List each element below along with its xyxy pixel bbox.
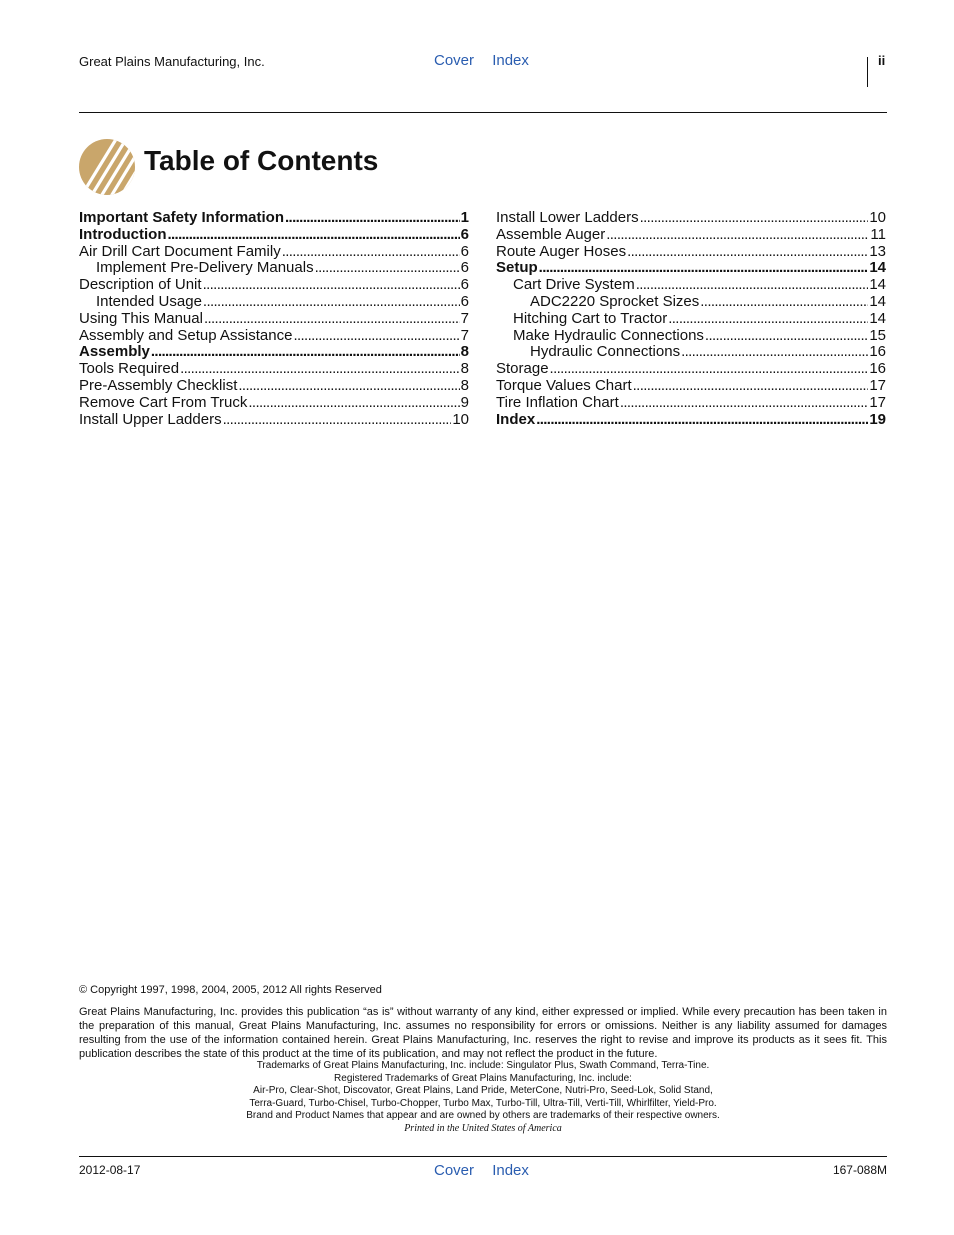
- toc-entry[interactable]: [79, 294, 469, 311]
- toc-entry-page: 14: [869, 292, 886, 310]
- toc-dot-leader: [606, 227, 869, 244]
- toc-entry[interactable]: [496, 277, 886, 294]
- toc-entry[interactable]: [496, 378, 886, 395]
- toc-entry-title: Torque Values Chart: [496, 376, 632, 394]
- toc-entry[interactable]: [79, 412, 469, 429]
- toc-dot-leader: [204, 311, 460, 328]
- toc-entry-page: 8: [460, 360, 469, 378]
- toc-dot-leader: [238, 378, 459, 395]
- toc-entry-title: Cart Drive System: [513, 276, 635, 294]
- toc-entry[interactable]: [79, 244, 469, 261]
- toc-dot-leader: [315, 260, 460, 277]
- toc-entry-title: Setup: [496, 259, 538, 277]
- header-company: Great Plains Manufacturing, Inc.: [79, 54, 265, 69]
- toc-entry[interactable]: [496, 328, 886, 345]
- toc-entry[interactable]: [496, 294, 886, 311]
- trademark-line: Trademarks of Great Plains Manufacturing, Inc. include: Singulator Plus, Swath Command, Terra-Tine.: [256, 1060, 710, 1071]
- toc-dot-leader: [167, 227, 459, 244]
- cover-link[interactable]: Cover: [434, 1162, 475, 1179]
- header-nav: [434, 52, 543, 69]
- toc-entry-page: 9: [460, 393, 469, 411]
- toc-entry[interactable]: [496, 361, 886, 378]
- toc-entry-title: Tools Required: [79, 360, 180, 378]
- printed-notice: Printed in the United States of America: [404, 1122, 562, 1134]
- toc-entry-title: Assemble Auger: [496, 225, 606, 243]
- toc-dot-leader: [151, 344, 460, 361]
- toc-entry-title: Assembly and Setup Assistance: [79, 326, 293, 344]
- toc-entry-page: 16: [869, 360, 886, 378]
- toc-dot-leader: [550, 361, 869, 378]
- toc-dot-leader: [293, 328, 459, 345]
- trademark-line: Air-Pro, Clear-Shot, Discovator, Great Plains, Land Pride, MeterCone, Nutri-Pro, Seed-Lok, Solid Stand,: [253, 1085, 713, 1096]
- trademark-line: Registered Trademarks of Great Plains Manufacturing, Inc. include:: [334, 1072, 632, 1084]
- toc-entry-page: 17: [869, 376, 886, 394]
- toc-entry-page: 1: [460, 209, 469, 226]
- toc-dot-leader: [640, 210, 869, 227]
- toc-entry[interactable]: [496, 210, 886, 227]
- trademark-line: Terra-Guard, Turbo-Chisel, Turbo-Chopper, Turbo Max, Turbo-Till, Ultra-Till, Verti-Till, Whirlfilter, Yield-Pro.: [249, 1097, 717, 1109]
- toc-entry-title: Important Safety Information: [79, 209, 285, 226]
- toc-entry-page: 7: [460, 309, 469, 327]
- toc-entry-page: 6: [460, 225, 469, 243]
- toc-entry-page: 8: [460, 343, 469, 361]
- toc-dot-leader: [705, 328, 868, 345]
- toc-entry-page: 10: [869, 209, 886, 226]
- toc-entry-page: 16: [869, 343, 886, 361]
- toc-entry-page: 17: [869, 393, 886, 411]
- toc-dot-leader: [636, 277, 869, 294]
- toc-dot-leader: [668, 311, 868, 328]
- toc-entry[interactable]: [79, 344, 469, 361]
- toc-entry-title: Pre-Assembly Checklist: [79, 376, 238, 394]
- toc-entry-title: Introduction: [79, 225, 167, 243]
- toc-entry-title: Hydraulic Connections: [530, 343, 681, 361]
- toc-entry-page: 19: [869, 410, 886, 428]
- toc-entry-title: Route Auger Hoses: [496, 242, 627, 260]
- toc-entry-title: Using This Manual: [79, 309, 203, 327]
- index-link[interactable]: Index: [492, 1162, 529, 1179]
- toc-entry-page: 6: [460, 259, 469, 277]
- toc-dot-leader: [223, 412, 452, 429]
- toc-entry[interactable]: [496, 311, 886, 328]
- legal-disclaimer: Great Plains Manufacturing, Inc. provides this publication “as is” without warranty of any kind, either expressed or implied. While every precaution has been taken in the preparation of this manual, Great Plains Manufacturing, Inc. assumes no responsibility for errors or omissions. Neither is any liability assumed for damages resulting from the use of the information contained herein. Great Plains Manufacturing, Inc. reserves the right to revise and improve its products as it sees fit. This publication describes the state of this product at the time of its publication, and may not reflect the product in the future.: [79, 1006, 887, 1060]
- toc-dot-leader: [681, 344, 868, 361]
- toc-dot-leader: [627, 244, 868, 261]
- toc-entry-page: 14: [869, 259, 886, 277]
- footer-doc-number: 167-088M: [832, 1163, 887, 1177]
- toc-dot-leader: [180, 361, 460, 378]
- page-number-divider: [867, 57, 868, 87]
- toc-entry[interactable]: [496, 244, 886, 261]
- toc-entry-page: 10: [452, 410, 469, 428]
- toc-entry-title: Air Drill Cart Document Family: [79, 242, 281, 260]
- toc-entry-title: ADC2220 Sprocket Sizes: [530, 292, 700, 310]
- header-rule: [79, 112, 887, 113]
- toc-entry[interactable]: [79, 361, 469, 378]
- footer-date: 2012-08-17: [79, 1163, 141, 1177]
- page-title: Table of Contents: [144, 145, 379, 176]
- toc-entry-page: 6: [460, 276, 469, 294]
- toc-entry[interactable]: [79, 260, 469, 277]
- toc-dot-leader: [620, 395, 868, 412]
- toc-entry-page: 13: [869, 242, 886, 260]
- toc-entry-title: Description of Unit: [79, 276, 202, 294]
- toc-dot-leader: [700, 294, 868, 311]
- toc-entry-page: 11: [870, 225, 886, 243]
- trademark-line: Brand and Product Names that appear and are owned by others are trademarks of their respective owners.: [246, 1110, 720, 1121]
- toc-dot-leader: [282, 244, 460, 261]
- toc-dot-leader: [633, 378, 869, 395]
- toc-entry[interactable]: [496, 395, 886, 412]
- copyright-notice: © Copyright 1997, 1998, 2004, 2005, 2012 All rights Reserved: [79, 984, 382, 996]
- toc-entry[interactable]: [79, 378, 469, 395]
- page-number: ii: [878, 53, 886, 68]
- toc-entry-page: 14: [869, 309, 886, 327]
- toc-entry[interactable]: [79, 277, 469, 294]
- footer-rule: [79, 1156, 887, 1157]
- toc-dot-leader: [285, 210, 460, 227]
- toc-entry[interactable]: [79, 395, 469, 412]
- toc-dot-leader: [203, 294, 460, 311]
- toc-entry-title: Storage: [496, 360, 549, 378]
- toc-entry[interactable]: [496, 344, 886, 361]
- toc-dot-leader: [248, 395, 459, 412]
- toc-entry-page: 6: [460, 292, 469, 310]
- toc-entry[interactable]: [496, 227, 886, 244]
- toc-right-column: [496, 210, 886, 428]
- cover-link[interactable]: Cover: [434, 52, 475, 69]
- toc-entry-page: 15: [869, 326, 886, 344]
- toc-entry-title: Intended Usage: [96, 292, 202, 310]
- toc-entry[interactable]: [79, 328, 469, 345]
- toc-entry-title: Hitching Cart to Tractor: [513, 309, 668, 327]
- toc-entry[interactable]: [79, 227, 469, 244]
- toc-entry-title: Install Lower Ladders: [496, 209, 639, 226]
- toc-dot-leader: [539, 260, 869, 277]
- toc-entry-title: Implement Pre-Delivery Manuals: [96, 259, 314, 277]
- toc-entry-title: Make Hydraulic Connections: [513, 326, 704, 344]
- toc-entry[interactable]: [79, 210, 469, 227]
- toc-entry[interactable]: [496, 260, 886, 277]
- toc-entry-title: Remove Cart From Truck: [79, 393, 248, 411]
- toc-entry[interactable]: [79, 311, 469, 328]
- footer-nav: [434, 1162, 543, 1179]
- toc-entry-title: Install Upper Ladders: [79, 410, 222, 428]
- toc-entry-title: Assembly: [79, 343, 150, 361]
- toc-dot-leader: [536, 412, 868, 429]
- toc-entry-page: 7: [460, 326, 469, 344]
- toc-dot-leader: [203, 277, 460, 294]
- toc-left-column: [79, 210, 469, 428]
- toc-entry[interactable]: [496, 412, 886, 429]
- toc-entry-page: 8: [460, 376, 469, 394]
- toc-entry-title: Tire Inflation Chart: [496, 393, 619, 411]
- toc-entry-title: Index: [496, 410, 536, 428]
- trademarks-block: [79, 1060, 887, 1135]
- toc-entry-page: 14: [869, 276, 886, 294]
- index-link[interactable]: Index: [492, 52, 529, 69]
- great-plains-logo-icon: [78, 138, 136, 196]
- toc-entry-page: 6: [460, 242, 469, 260]
